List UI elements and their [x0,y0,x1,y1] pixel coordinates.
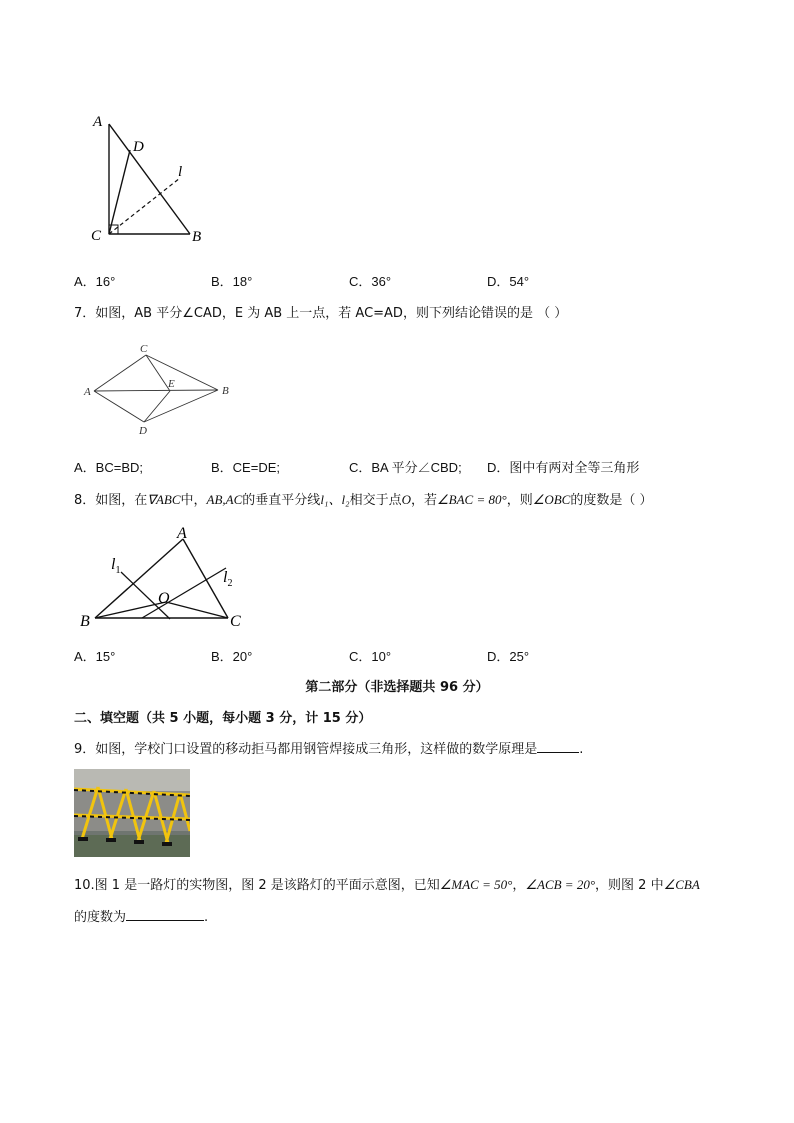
q7-option-b: B．CE=DE; [211,460,280,475]
q8-angle2: ∠OBC [532,492,571,507]
label-B: B [222,385,229,397]
q8-mid2: 的垂直平分线 [242,493,321,508]
q8-option-a: A．15° [74,649,116,664]
q9-answer-blank[interactable] [537,740,579,753]
label-l1: $l_1$ [111,556,121,576]
q8-point: O [401,492,411,507]
question-9-text [74,738,583,757]
q8-triangle: ∇ABC [147,492,181,507]
q8-option-d: D．25° [487,649,530,664]
q8-option-c: C．10° [349,649,392,664]
q7-option-a: A．BC=BD; [74,460,143,475]
label-C: C [140,343,148,355]
label-A: A [93,114,103,130]
q8-lines: l₁、l₂ [320,492,350,507]
label-l: l [178,164,183,180]
label-D: D [133,139,144,155]
q9-body: 9．如图，学校门口设置的移动拒马都用钢管焊接成三角形，这样做的数学原理是 [74,742,538,757]
q10-line2: 的度数为 [74,910,127,925]
q8-segments: AB,AC [206,492,243,507]
q10-mid: ， [512,878,526,893]
barricade-photo [74,769,190,857]
question-7-text: 7．如图，AB 平分∠CAD，E 为 AB 上一点，若 AC=AD，则下列结论错误的是 （ ） [74,306,568,321]
q6-option-b: B．18° [211,274,253,289]
question-8-figure [78,522,250,632]
q7-option-d: D．图中有两对全等三角形 [487,460,640,475]
q10-prefix: 10.图 1 是一路灯的实物图，图 2 是该路灯的平面示意图，已知 [74,878,440,893]
q8-option-b: B．20° [211,649,253,664]
q10-angle-acb: ∠ACB = 20° [525,877,596,892]
q8-mid5: ，则 [506,493,533,508]
q9-end: . [579,742,584,757]
label-C: C [230,613,241,630]
q10-angle-cba: ∠CBA [663,877,700,892]
label-A: A [177,525,187,542]
q8-mid4: ，若 [410,493,437,508]
label-A: A [84,386,91,398]
q8-prefix: 8．如图，在 [74,493,148,508]
q8-suffix: 的度数是（ ） [570,493,653,508]
section-title: 二、填空题（共 5 小题，每小题 3 分，计 15 分） [74,711,372,726]
q6-option-d: D．54° [487,274,530,289]
question-7-figure [82,340,242,440]
label-B: B [192,229,202,245]
q8-mid3: 相交于点 [349,493,402,508]
q10-angle-mac: ∠MAC = 50° [439,877,513,892]
label-O: O [158,590,170,607]
q6-option-a: A．16° [74,274,116,289]
q7-option-c: C．BA 平分∠CBD; [349,460,462,475]
label-E: E [168,378,175,390]
q8-angle: ∠BAC = 80° [437,492,507,507]
part-2-title: 第二部分（非选择题共 96 分） [305,680,489,695]
question-6-figure [88,110,208,250]
question-10-line-2 [74,906,208,925]
q10-mid2: ，则图 2 中 [595,878,664,893]
question-10-line-1 [74,874,700,893]
q8-mid1: 中， [180,493,207,508]
q10-end: . [204,910,209,925]
question-8-text [74,489,653,508]
label-C: C [91,228,102,244]
q6-option-c: C．36° [349,274,392,289]
label-B: B [80,613,90,630]
label-l2: $l_2$ [223,569,233,589]
q10-answer-blank[interactable] [126,908,204,921]
label-D: D [139,425,147,437]
